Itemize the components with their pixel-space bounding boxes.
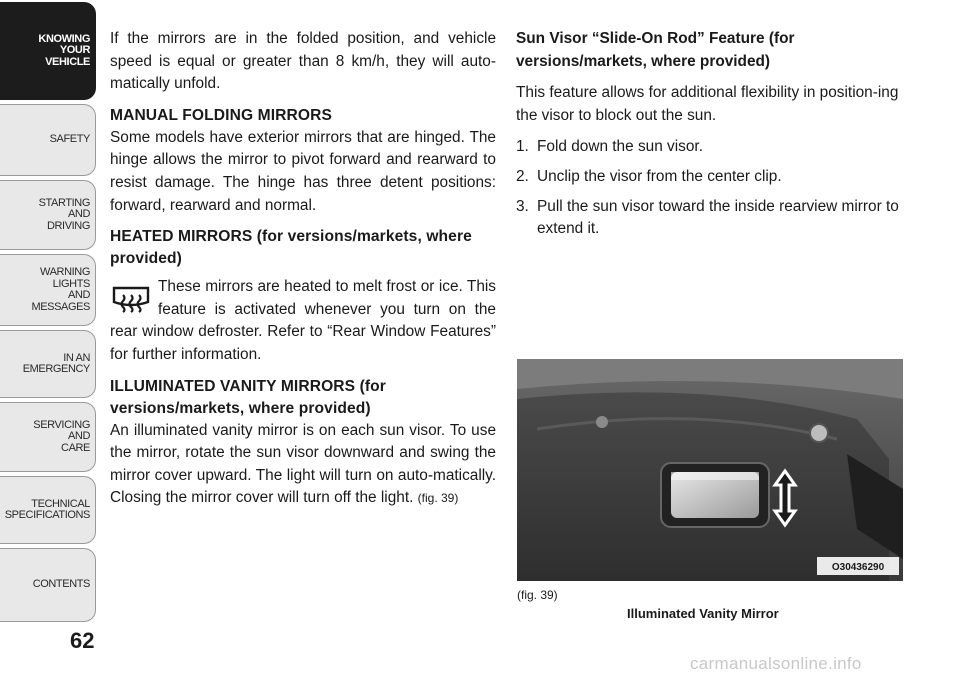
tab-label: SPECIFICATIONS: [4, 509, 90, 521]
heated-mirrors-block: [110, 276, 496, 366]
chapter-tabs: [0, 0, 97, 640]
watermark: carmanualsonline.info: [690, 654, 862, 673]
tab-servicing-and-care[interactable]: [0, 402, 96, 472]
tab-label: MESSAGES: [31, 300, 90, 313]
tab-starting-and-driving[interactable]: [0, 180, 96, 250]
tab-technical-specifications[interactable]: [0, 476, 96, 544]
tab-label: STARTING: [38, 196, 90, 209]
tab-label: IN AN: [63, 351, 90, 364]
manual-folding-text: Some models have exterior mirrors that are hinged. The hinge allows the mirror to pivot forward and rearward to resist damage. The hinge has three detent positions: forward, rearward and normal.: [110, 128, 496, 214]
manual-folding-heading: MANUAL FOLDING MIRRORS: [110, 106, 332, 124]
tab-contents[interactable]: [0, 548, 96, 622]
tab-label: WARNING: [40, 266, 90, 278]
intro-paragraph: If the mirrors are in the folded position, and vehicle speed is equal or greater than 8 km/h, they will auto-matically unfold.: [110, 30, 496, 93]
tab-label: CONTENTS: [32, 578, 90, 591]
tab-label: AND: [67, 208, 90, 221]
figure-number: (fig. 39): [517, 588, 558, 602]
tab-label: KNOWING: [38, 32, 90, 45]
heated-mirrors-heading: HEATED MIRRORS (for versions/markets, where provided): [110, 228, 472, 268]
tab-warning-lights-and-messages[interactable]: [0, 254, 96, 326]
tab-label: VEHICLE: [45, 55, 90, 68]
illuminated-vanity-text: An illuminated vanity mirror is on each sun visor. To use the mirror, rotate the sun visor downward and swing the mirror cover upward. The light will turn on auto-matically. Closing the mirror cover will turn off the light. (fig. 39): [110, 421, 496, 507]
tab-knowing-your-vehicle[interactable]: [0, 2, 96, 100]
tab-label: YOUR: [59, 44, 90, 57]
vanity-mirror-illustration: [517, 359, 903, 581]
tab-label: AND: [67, 289, 90, 301]
tab-label: DRIVING: [46, 219, 90, 232]
figure-reference[interactable]: (fig. 39): [417, 491, 459, 506]
figure-caption: Illuminated Vanity Mirror: [627, 606, 779, 621]
tab-label: EMERGENCY: [22, 363, 90, 375]
list-item: 2. Unclip the visor from the center clip.: [516, 167, 782, 185]
tab-label: TECHNICAL: [31, 497, 90, 510]
rear-defroster-icon: [110, 284, 152, 314]
tab-label: SERVICING: [33, 418, 90, 431]
figure-code: O30436290: [831, 562, 885, 573]
tab-label: LIGHTS: [52, 277, 90, 290]
sun-visor-intro: This feature allows for additional flexibility in position-ing the visor to block out the sun.: [516, 84, 899, 124]
page-number: 62: [70, 628, 95, 653]
list-item: 1. Fold down the sun visor.: [516, 138, 703, 156]
list-item: 3. Pull the sun visor toward the inside rearview mirror to extend it.: [516, 197, 899, 238]
tab-label: SAFETY: [49, 133, 90, 146]
sun-visor-heading: Sun Visor “Slide-On Rod” Feature (for versions/markets, where provided): [516, 30, 795, 70]
tab-label: CARE: [61, 441, 90, 454]
tab-label: AND: [67, 430, 90, 443]
illuminated-vanity-heading: ILLUMINATED VANITY MIRRORS (for versions/markets, where provided): [110, 377, 386, 417]
right-column: [516, 28, 908, 248]
vanity-mirror-photo: [517, 359, 903, 581]
tab-safety[interactable]: [0, 104, 96, 176]
heated-mirrors-text: These mirrors are heated to melt frost or ice. This feature is activated whenever you turn on the rear window defroster. Refer to “Rear Window Features” for further information.: [110, 278, 496, 363]
tab-in-an-emergency[interactable]: [0, 330, 96, 398]
sun-visor-steps: [516, 136, 908, 240]
left-column: [110, 28, 496, 519]
